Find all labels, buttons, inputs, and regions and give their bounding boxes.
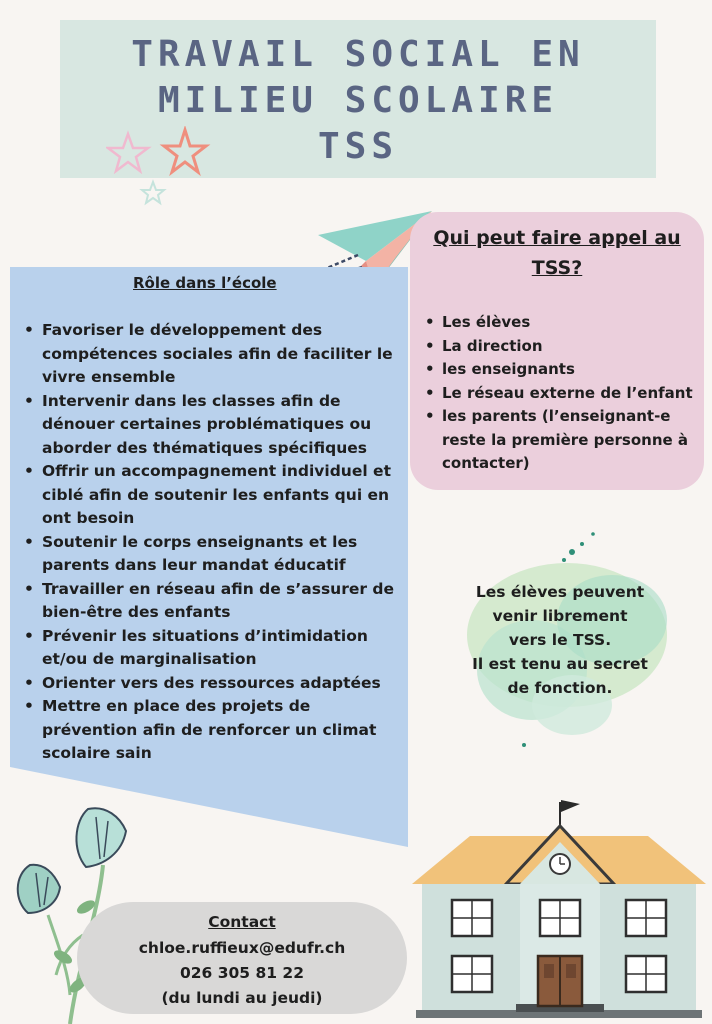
contact-hours: (du lundi au jeudi) <box>161 989 323 1007</box>
who-heading: Qui peut faire appel au TSS? <box>433 227 681 279</box>
school-building-illustration <box>408 792 710 1024</box>
list-item: • Intervenir dans les classes afin de dénouer certaines problématiques ou aborder des thématiques spécifiques <box>24 390 398 461</box>
list-item: • les parents (l’enseignant-e reste la première personne à contacter) <box>425 405 703 476</box>
role-list <box>24 319 398 766</box>
secret-text <box>440 580 680 700</box>
title-line-1: TRAVAIL SOCIAL EN <box>131 34 585 75</box>
secret-line-5: de fonction. <box>507 679 613 697</box>
contact-heading: Contact <box>208 913 276 931</box>
list-item: • Offrir un accompagnement individuel et ciblé afin de soutenir les enfants qui en ont besoin <box>24 460 398 531</box>
star-icon <box>106 126 226 216</box>
secret-line-3: vers le TSS. <box>508 631 612 649</box>
list-item: • La direction <box>425 335 703 359</box>
title-line-2: MILIEU SCOLAIRE <box>157 80 559 121</box>
role-heading: Rôle dans l’école <box>133 274 277 292</box>
secret-line-2: venir librement <box>492 607 628 625</box>
secret-line-1: Les élèves peuvent <box>475 583 645 601</box>
list-item: • les enseignants <box>425 358 703 382</box>
list-item: • Les élèves <box>425 311 703 335</box>
contact-phone[interactable]: 026 305 81 22 <box>179 964 305 982</box>
list-item: • Favoriser le développement des compétences sociales afin de faciliter le vivre ensemble <box>24 319 398 390</box>
list-item: • Soutenir le corps enseignants et les parents dans leur mandat éducatif <box>24 531 398 578</box>
secret-line-4: Il est tenu au secret <box>472 655 648 673</box>
list-item: • Le réseau externe de l’enfant <box>425 382 703 406</box>
who-list <box>425 311 703 476</box>
list-item: • Orienter vers des ressources adaptées <box>24 672 398 696</box>
list-item: • Travailler en réseau afin de s’assurer de bien-être des enfants <box>24 578 398 625</box>
list-item: • Prévenir les situations d’intimidation et/ou de marginalisation <box>24 625 398 672</box>
contact-email[interactable]: chloe.ruffieux@edufr.ch <box>138 939 346 957</box>
title-line-3: TSS <box>317 126 399 167</box>
list-item: • Mettre en place des projets de prévention afin de renforcer un climat scolaire sain <box>24 695 398 766</box>
